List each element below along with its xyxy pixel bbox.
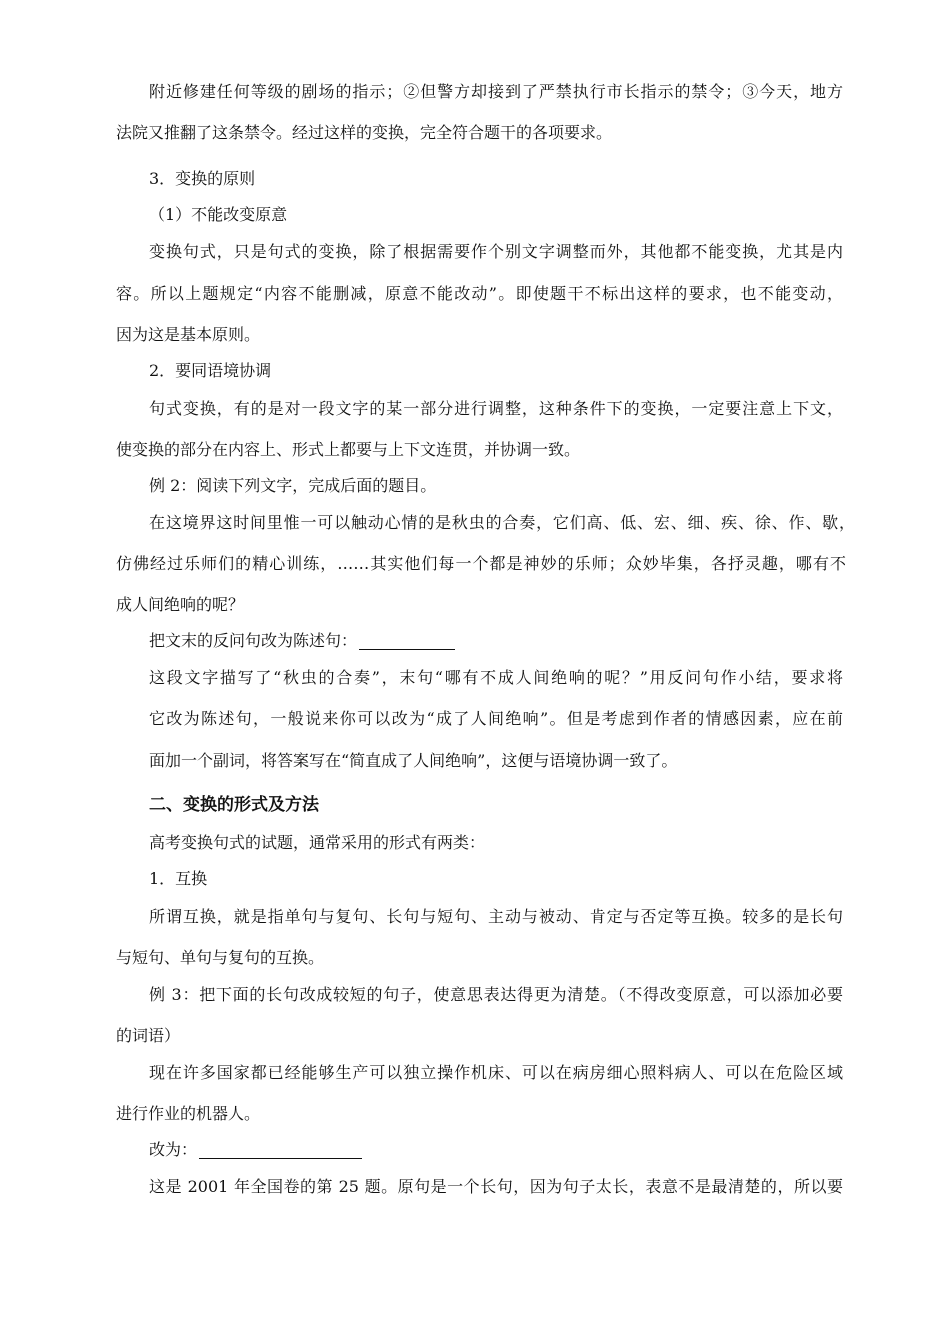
paragraph-line: 句式变换，有的是对一段文字的某一部分进行调整，这种条件下的变换，一定要注意上下文， xyxy=(149,399,843,418)
subsection-title: 2．要同语境协调 xyxy=(149,361,272,380)
answer-blank xyxy=(359,633,455,650)
section-heading: 二、变换的形式及方法 xyxy=(149,795,319,815)
paragraph-line: 变换句式，只是句式的变换，除了根据需要作个别文字调整而外，其他都不能变换，尤其是内 xyxy=(149,242,843,261)
quoted-passage-line: 仿佛经过乐师们的精心训练，……其实他们每一个都是神妙的乐师；众妙毕集，各抒灵趣，哪有不 xyxy=(116,554,846,573)
paragraph-line: 附近修建任何等级的剧场的指示；②但警方却接到了严禁执行市长指示的禁令；③今天，地方 xyxy=(149,82,843,101)
quoted-passage-line: 进行作业的机器人。 xyxy=(116,1104,261,1123)
example-title: 例 2：阅读下列文字，完成后面的题目。 xyxy=(149,476,437,495)
subsection-title: （1）不能改变原意 xyxy=(149,205,288,224)
list-item-title: 1．互换 xyxy=(149,869,208,888)
question-prompt: 改为： xyxy=(149,1140,198,1159)
quoted-passage-line: 现在许多国家都已经能够生产可以独立操作机床、可以在病房细心照料病人、可以在危险区域 xyxy=(149,1063,843,1082)
quoted-passage-line: 成人间绝响的呢？ xyxy=(116,595,245,614)
paragraph-line: 法院又推翻了这条禁令。经过这样的变换，完全符合题干的各项要求。 xyxy=(116,123,613,142)
paragraph-line: 它改为陈述句，一般说来你可以改为“成了人间绝响”。但是考虑到作者的情感因素，应在前 xyxy=(149,709,843,728)
paragraph-line: 这是 2001 年全国卷的第 25 题。原句是一个长句，因为句子太长，表意不是最清楚的，所以要 xyxy=(149,1177,843,1196)
question-prompt: 把文末的反问句改为陈述句： xyxy=(149,631,358,650)
paragraph-line: 容。所以上题规定“内容不能删减，原意不能改动”。即使题干不标出这样的要求，也不能变动， xyxy=(116,284,843,303)
example-title: 例 3：把下面的长句改成较短的句子，使意思表达得更为清楚。（不得改变原意，可以添加必要 xyxy=(149,985,843,1004)
paragraph-line: 这段文字描写了“秋虫的合奏”，末句“哪有不成人间绝响的呢？”用反问句作小结，要求将 xyxy=(149,668,843,687)
question-line xyxy=(149,1139,362,1161)
paragraph-line: 高考变换句式的试题，通常采用的形式有两类： xyxy=(149,833,486,852)
paragraph-line: 所谓互换，就是指单句与复句、长句与短句、主动与被动、肯定与否定等互换。较多的是长句 xyxy=(149,907,843,926)
paragraph-line: 面加一个副词，将答案写在“简直成了人间绝响”，这便与语境协调一致了。 xyxy=(149,751,678,770)
paragraph-line: 因为这是基本原则。 xyxy=(116,325,261,344)
paragraph-line: 使变换的部分在内容上、形式上都要与上下文连贯，并协调一致。 xyxy=(116,440,581,459)
paragraph-line: 与短句、单句与复句的互换。 xyxy=(116,948,325,967)
example-title: 的词语） xyxy=(116,1026,181,1045)
answer-blank xyxy=(199,1142,362,1159)
section-title: 3．变换的原则 xyxy=(149,169,256,188)
question-line xyxy=(149,630,455,652)
quoted-passage-line: 在这境界这时间里惟一可以触动心情的是秋虫的合奏，它们高、低、宏、细、疾、徐、作、歇， xyxy=(149,513,855,532)
